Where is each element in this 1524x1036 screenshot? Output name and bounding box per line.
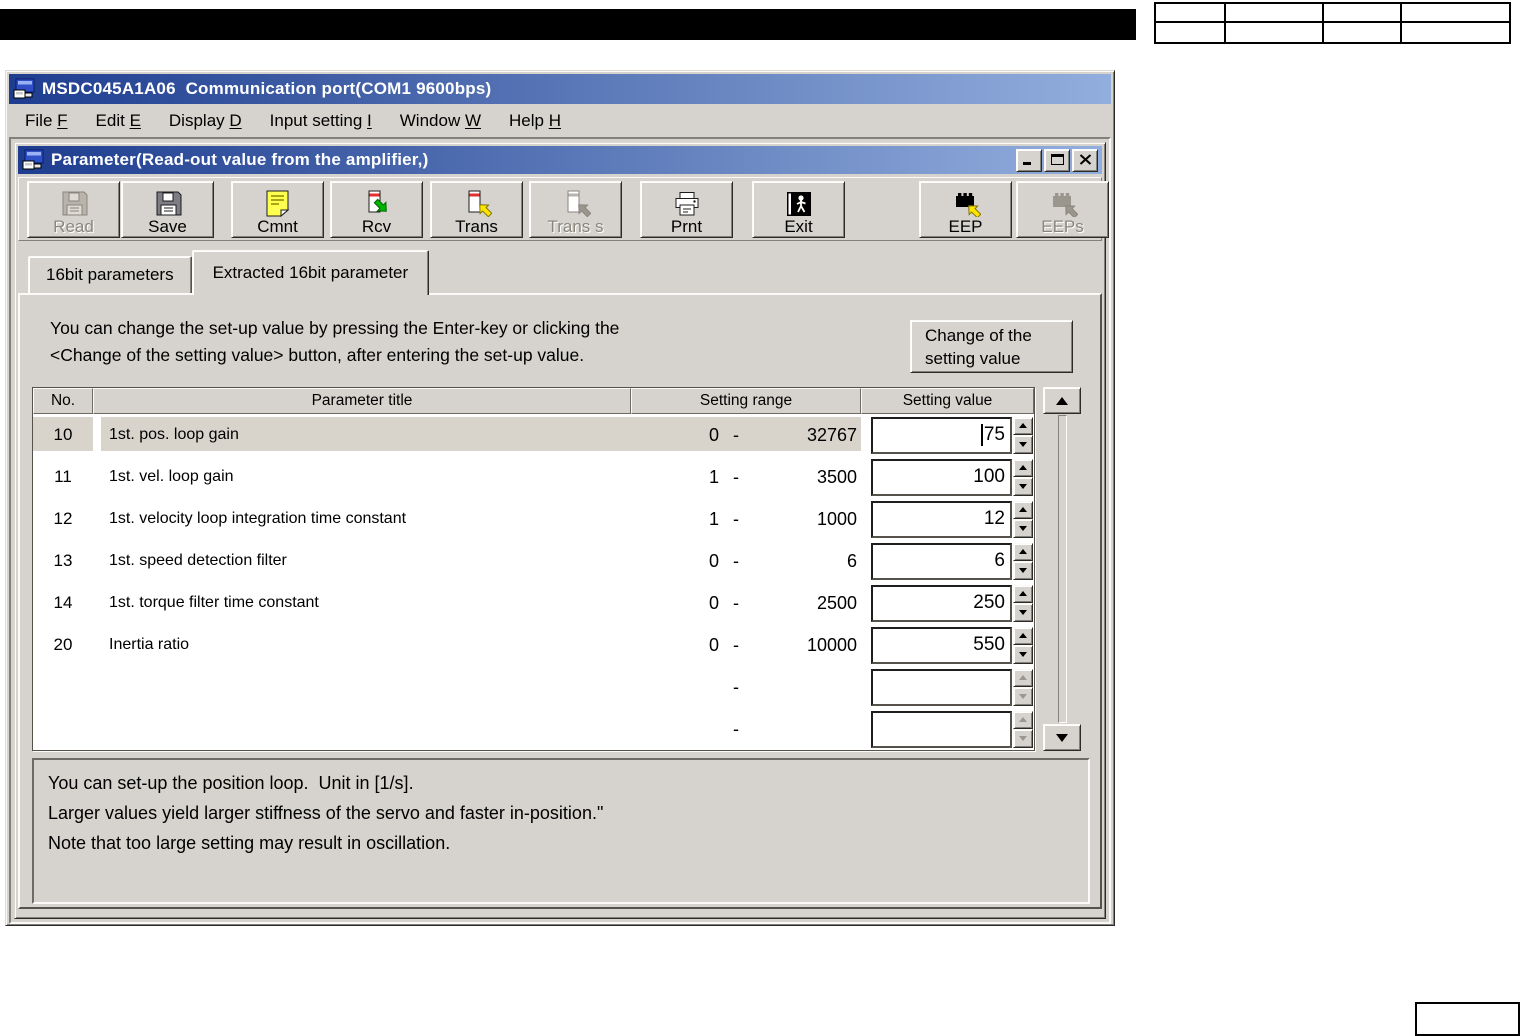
header-setting-range: Setting range	[631, 388, 861, 414]
row-gap	[93, 456, 101, 498]
setting-value-input[interactable]	[871, 711, 1012, 748]
up-arrow-icon	[1019, 717, 1027, 722]
tab-extracted-16bit-parameter[interactable]	[192, 250, 430, 295]
toolbar-button-read	[27, 181, 120, 238]
minimize-icon	[1023, 150, 1035, 170]
spin-down-button[interactable]	[1013, 435, 1033, 454]
scroll-track[interactable]	[1043, 414, 1081, 724]
menu-label: Window	[399, 110, 461, 130]
menu-label: Display	[168, 110, 225, 130]
menu-mnemonic: I	[367, 110, 372, 130]
row-gap	[861, 540, 871, 582]
reference-cell	[1402, 23, 1509, 42]
spinner-cell	[1012, 498, 1034, 540]
parameter-window-title: Parameter(Read-out value from the amplifier,)	[51, 150, 429, 169]
up-arrow-icon	[1019, 507, 1027, 512]
setting-value-input[interactable]	[871, 501, 1012, 538]
row-gap	[861, 666, 871, 708]
range-dash: -	[733, 718, 739, 739]
range-dash: -	[721, 414, 751, 456]
app-titlebar	[9, 74, 1111, 104]
tab-16bit-parameters[interactable]	[28, 256, 192, 293]
reference-cell	[1156, 4, 1226, 23]
menu-bar	[9, 104, 1111, 137]
spin-up-button[interactable]	[1013, 543, 1033, 562]
spinner-cell	[1012, 708, 1034, 750]
toolbar	[18, 177, 1102, 241]
setting-value-input[interactable]	[871, 543, 1012, 580]
menu-edit[interactable]	[82, 111, 155, 131]
parameter-row[interactable]	[33, 498, 1034, 540]
menu-help[interactable]	[495, 111, 575, 131]
value-cell	[871, 624, 1012, 666]
maximize-icon	[1051, 150, 1064, 170]
setting-value-input[interactable]	[871, 585, 1012, 622]
reference-table	[1154, 2, 1511, 44]
toolbar-button-save[interactable]	[121, 181, 214, 238]
menu-input-setting[interactable]	[256, 111, 386, 131]
row-gap	[93, 666, 101, 708]
spin-down-button[interactable]	[1013, 477, 1033, 496]
setting-value-text: 75	[983, 424, 1005, 445]
parameter-table	[32, 387, 1035, 751]
menu-mnemonic: D	[229, 110, 242, 130]
toolbar-button-label: Trans	[455, 216, 498, 236]
menu-mnemonic: E	[129, 110, 141, 130]
description-line: Note that too large setting may result in oscillation.	[48, 833, 451, 853]
description-box	[32, 758, 1090, 904]
row-number	[33, 708, 93, 750]
header-parameter-title: Parameter title	[93, 388, 631, 414]
minimize-button[interactable]	[1016, 149, 1042, 172]
row-gap	[93, 414, 101, 456]
row-gap	[861, 624, 871, 666]
spinner-cell	[1012, 540, 1034, 582]
setting-value-text: 12	[983, 508, 1005, 529]
row-title	[101, 666, 631, 708]
down-arrow-icon	[1019, 484, 1027, 489]
value-cell	[871, 498, 1012, 540]
toolbar-button-cmnt[interactable]	[231, 181, 324, 238]
toolbar-button-label: Cmnt	[257, 216, 298, 236]
range-dash: -	[733, 634, 739, 655]
range-min	[631, 666, 721, 708]
up-arrow-icon	[1056, 397, 1068, 405]
spin-up-button[interactable]	[1013, 501, 1033, 520]
row-number: 13	[53, 551, 73, 570]
change-button-line1: Change of the	[925, 325, 1032, 345]
row-number: 10	[33, 414, 93, 456]
toolbar-button-eeps	[1016, 181, 1109, 238]
window-controls	[1016, 149, 1098, 172]
text-caret	[981, 424, 983, 446]
reference-cell	[1324, 23, 1402, 42]
spin-down-button[interactable]	[1013, 561, 1033, 580]
row-number	[33, 666, 93, 708]
range-max: 6	[846, 550, 857, 571]
parameter-row	[33, 708, 1034, 750]
range-max	[751, 666, 861, 708]
toolbar-button-exit[interactable]	[752, 181, 845, 238]
setting-value-text: 550	[973, 634, 1005, 655]
down-arrow-icon	[1019, 610, 1027, 615]
setting-value-text: 6	[994, 550, 1005, 571]
bottom-right-box	[1415, 1002, 1520, 1036]
spinner-cell	[1012, 624, 1034, 666]
spin-up-button	[1013, 669, 1033, 688]
app-window	[5, 70, 1115, 926]
range-min: 0	[631, 414, 721, 456]
spin-up-button[interactable]	[1013, 459, 1033, 478]
toolbar-button-trans[interactable]	[430, 181, 523, 238]
table-body	[33, 414, 1034, 750]
exit-door-icon	[786, 184, 812, 217]
row-gap	[93, 708, 101, 750]
parameter-row[interactable]	[33, 540, 1034, 582]
parameter-row[interactable]	[33, 624, 1034, 666]
parameter-window	[14, 142, 1106, 919]
down-arrow-icon	[1019, 736, 1027, 741]
row-number: 11	[54, 467, 72, 486]
floppy-icon	[153, 184, 183, 217]
parameter-window-icon	[22, 149, 46, 171]
setting-value-input[interactable]	[871, 459, 1012, 496]
range-min: 0	[708, 550, 719, 571]
up-arrow-icon	[1019, 591, 1027, 596]
spin-up-button[interactable]	[1013, 585, 1033, 604]
range-min: 0	[708, 634, 719, 655]
up-arrow-icon	[1019, 633, 1027, 638]
app-window-icon	[13, 78, 37, 100]
reference-cell	[1226, 23, 1324, 42]
value-spinner	[1013, 669, 1033, 706]
down-arrow-icon	[1019, 526, 1027, 531]
range-min	[631, 708, 721, 750]
toolbar-button-trans-s	[529, 181, 622, 238]
floppy-icon	[59, 184, 89, 217]
parameter-row[interactable]	[33, 456, 1034, 498]
row-title: 1st. torque filter time constant	[109, 594, 319, 611]
value-cell	[871, 582, 1012, 624]
row-title: 1st. velocity loop integration time constant	[109, 510, 407, 527]
spin-down-button[interactable]	[1013, 519, 1033, 538]
up-arrow-icon	[1019, 549, 1027, 554]
range-max: 1000	[816, 508, 857, 529]
range-min: 1	[708, 466, 719, 487]
table-header	[33, 388, 1034, 414]
value-spinner	[1013, 711, 1033, 748]
app-title: MSDC045A1A06 Communication port(COM1 9600bps)	[42, 79, 492, 98]
transmit-icon	[561, 184, 591, 217]
tab-label: 16bit parameters	[46, 265, 174, 284]
transmit-icon	[462, 184, 492, 217]
maximize-button[interactable]	[1044, 149, 1070, 172]
reference-cell	[1402, 4, 1509, 23]
spin-down-button	[1013, 729, 1033, 748]
top-black-bar	[0, 9, 1136, 40]
setting-value-text: 100	[973, 466, 1005, 487]
menu-mnemonic: W	[464, 110, 482, 130]
row-gap	[861, 456, 871, 498]
row-gap	[861, 708, 871, 750]
note-icon	[264, 184, 291, 217]
change-button-line2: setting value	[925, 348, 1021, 368]
range-dash: -	[733, 550, 739, 571]
value-spinner	[1013, 501, 1033, 538]
spin-down-button[interactable]	[1013, 645, 1033, 664]
range-min: 1	[708, 508, 719, 529]
menu-mnemonic: F	[57, 110, 68, 130]
row-title: 1st. speed detection filter	[109, 552, 287, 569]
parameter-row	[33, 666, 1034, 708]
row-title: 1st. pos. loop gain	[101, 414, 631, 456]
row-number: 12	[53, 509, 73, 528]
toolbar-button-label: Exit	[784, 216, 813, 236]
down-arrow-icon	[1019, 694, 1027, 699]
range-min: 0	[708, 592, 719, 613]
menu-window[interactable]	[386, 111, 495, 131]
row-number: 20	[53, 635, 73, 654]
reference-cell	[1324, 4, 1402, 23]
menu-label: File	[25, 110, 53, 130]
instruction-line2: <Change of the setting value> button, after entering the set-up value.	[50, 345, 585, 365]
spin-up-button	[1013, 711, 1033, 730]
toolbar-button-eep[interactable]	[919, 181, 1012, 238]
toolbar-button-prnt[interactable]	[640, 181, 733, 238]
range-dash: -	[733, 676, 739, 697]
row-title: Inertia ratio	[109, 636, 190, 653]
menu-label: Help	[509, 110, 544, 130]
spinner-cell	[1012, 582, 1034, 624]
down-arrow-icon	[1056, 734, 1068, 742]
value-spinner	[1013, 585, 1033, 622]
range-dash: -	[733, 466, 739, 487]
setting-value-input[interactable]	[871, 627, 1012, 664]
eeprom-icon	[951, 184, 981, 217]
down-arrow-icon	[1019, 442, 1027, 447]
row-gap	[861, 414, 871, 456]
row-title	[101, 708, 631, 750]
value-spinner	[1013, 543, 1033, 580]
spinner-cell	[1012, 666, 1034, 708]
setting-value-text: 250	[973, 592, 1005, 613]
row-number: 14	[53, 593, 73, 612]
receive-icon	[362, 184, 392, 217]
close-button[interactable]	[1072, 149, 1098, 172]
down-arrow-icon	[1019, 652, 1027, 657]
parameter-row[interactable]	[33, 582, 1034, 624]
scroll-down-button[interactable]	[1043, 724, 1081, 751]
range-max: 10000	[806, 634, 857, 655]
reference-cell	[1156, 23, 1226, 42]
row-gap	[93, 540, 101, 582]
close-icon	[1079, 150, 1092, 170]
toolbar-button-label: EEPs	[1041, 216, 1084, 236]
mdi-area	[9, 137, 1111, 924]
menu-display[interactable]	[155, 111, 256, 131]
change-setting-value-button[interactable]	[910, 320, 1073, 373]
parameter-row[interactable]	[33, 414, 1034, 456]
parameter-titlebar	[18, 146, 1102, 174]
scroll-up-button[interactable]	[1043, 387, 1081, 414]
toolbar-button-label: Save	[148, 216, 187, 236]
value-spinner	[1013, 459, 1033, 496]
header-no: No.	[33, 388, 93, 414]
range-dash: -	[733, 592, 739, 613]
spin-down-button[interactable]	[1013, 603, 1033, 622]
table-scrollbar	[1043, 387, 1081, 751]
value-cell	[871, 456, 1012, 498]
down-arrow-icon	[1019, 568, 1027, 573]
menu-file[interactable]	[11, 111, 82, 131]
value-cell	[871, 708, 1012, 750]
header-setting-value: Setting value	[861, 388, 1034, 414]
toolbar-button-label: Prnt	[670, 216, 703, 236]
up-arrow-icon	[1019, 423, 1027, 428]
tab-label: Extracted 16bit parameter	[212, 263, 409, 282]
eeprom-icon	[1048, 184, 1078, 217]
setting-value-input[interactable]	[871, 669, 1012, 706]
instruction-line1: You can change the set-up value by pressing the Enter-key or clicking the	[50, 318, 620, 338]
spinner-cell	[1012, 456, 1034, 498]
spin-down-button	[1013, 687, 1033, 706]
scroll-channel	[1058, 415, 1067, 723]
tab-bar	[18, 247, 1102, 293]
description-line: Larger values yield larger stiffness of the servo and faster in-position."	[48, 803, 604, 823]
toolbar-button-label: Rcv	[361, 216, 392, 236]
range-max	[751, 708, 861, 750]
range-max: 2500	[816, 592, 857, 613]
value-cell	[871, 540, 1012, 582]
printer-icon	[672, 184, 702, 217]
toolbar-button-label: EEP	[948, 216, 983, 236]
up-arrow-icon	[1019, 675, 1027, 680]
value-cell	[871, 414, 1012, 456]
toolbar-button-label: Trans s	[547, 216, 604, 236]
description-line: You can set-up the position loop. Unit in [1/s].	[48, 773, 414, 793]
toolbar-button-label: Read	[53, 216, 94, 236]
menu-label: Edit	[95, 110, 125, 130]
value-spinner	[1013, 627, 1033, 664]
range-max: 32767	[751, 414, 861, 456]
row-gap	[861, 498, 871, 540]
menu-label: Input setting	[269, 110, 363, 130]
spinner-cell	[1012, 414, 1034, 456]
spin-up-button[interactable]	[1013, 627, 1033, 646]
toolbar-button-rcv[interactable]	[330, 181, 423, 238]
row-gap	[93, 498, 101, 540]
up-arrow-icon	[1019, 465, 1027, 470]
menu-mnemonic: H	[548, 110, 561, 130]
row-gap	[93, 624, 101, 666]
row-gap	[861, 582, 871, 624]
row-gap	[93, 582, 101, 624]
row-title: 1st. vel. loop gain	[109, 468, 234, 485]
reference-cell	[1226, 4, 1324, 23]
range-dash: -	[733, 508, 739, 529]
setting-value-input[interactable]	[871, 417, 1012, 454]
tab-panel	[18, 293, 1102, 909]
value-cell	[871, 666, 1012, 708]
value-spinner	[1013, 417, 1033, 454]
range-max: 3500	[816, 466, 857, 487]
spin-up-button[interactable]	[1013, 417, 1033, 436]
